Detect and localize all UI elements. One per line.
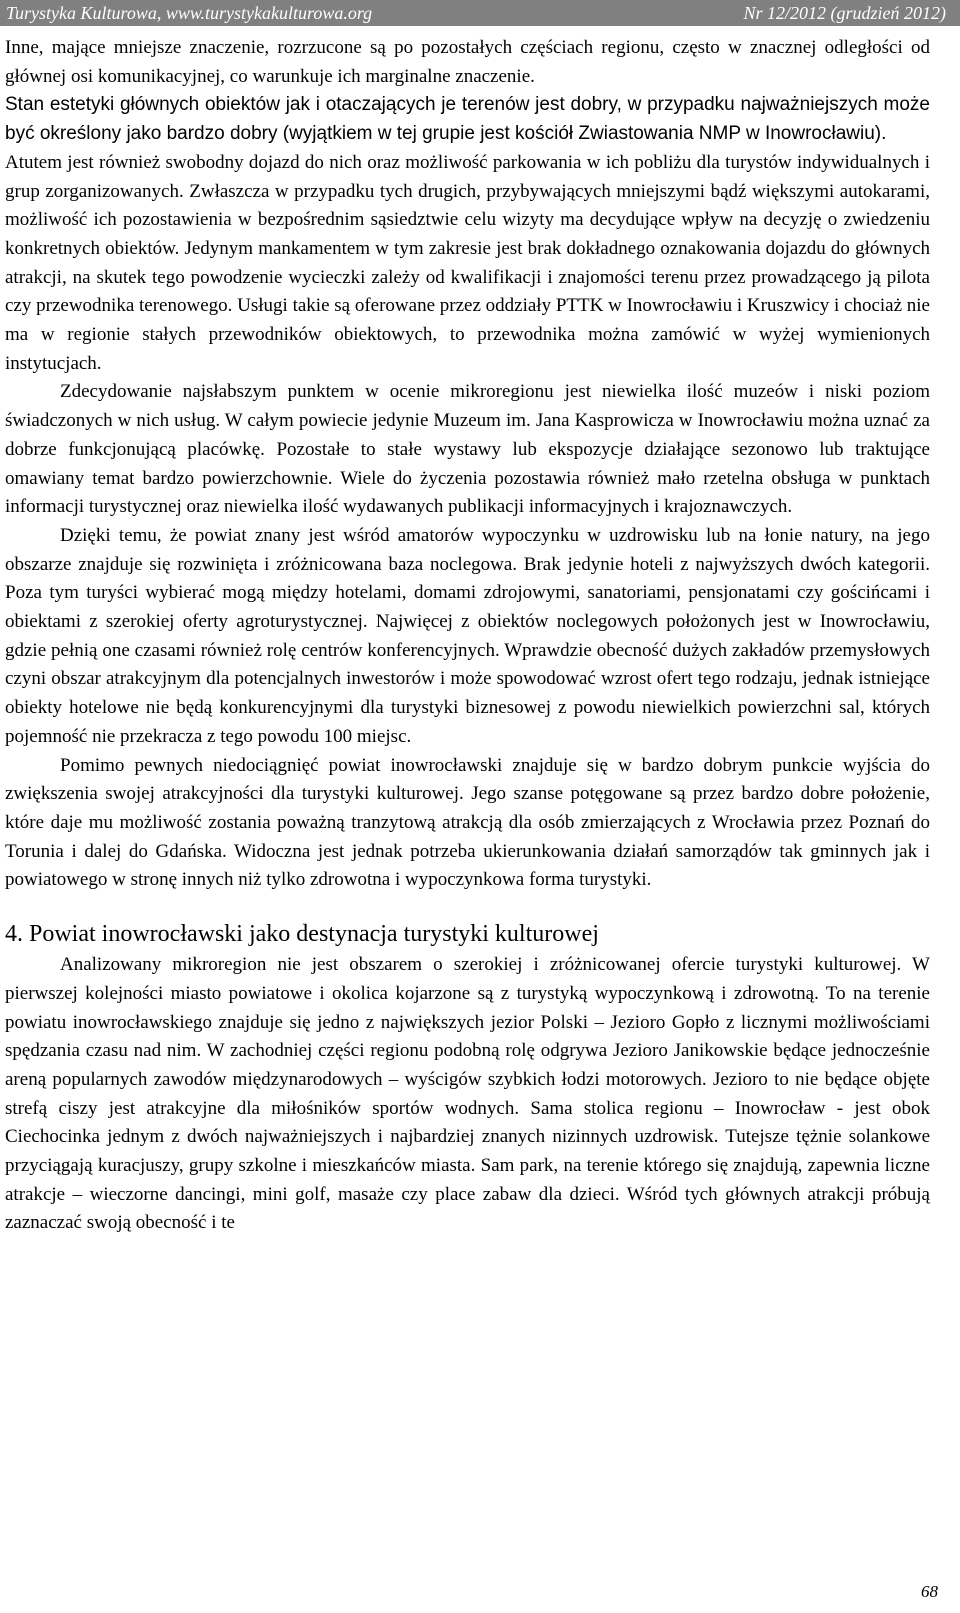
paragraph-2: Stan estetyki głównych obiektów jak i otaczających je terenów jest dobry, w przypadku najważniejszych może być określony jako bardzo dobry (wyjątkiem w tej grupie jest kościół Zwiastowania NMP w Inowrocławiu).	[5, 94, 930, 145]
page-number: 68	[921, 1582, 938, 1601]
running-header	[0, 0, 960, 26]
section-spacer	[5, 895, 930, 917]
paragraph-3: Atutem jest również swobodny dojazd do nich oraz możliwość parkowania w ich pobliżu dla turystów indywidualnych i grup zorganizowanych. Zwłaszcza w przypadku tych drugich, przybywających mniejszymi bądź większymi autokarami, możliwość ich pozostawienia w bezpośrednim sąsiedztwie celu wizyty ma decydujące wpływ na decyzję o zwiedzeniu konkretnych obiektów. Jedynym mankamentem w tym zakresie jest brak dokładnego oznakowania dojazdu do głównych atrakcji, na skutek tego powodzenie wycieczki zależy od kwalifikacji i znajomości terenu przez prowadzącego ją pilota czy przewodnika terenowego. Usługi takie są oferowane przez oddziały PTTK w Inowrocławiu i Kruszwicy i chociaż nie ma w regionie stałych przewodników obiektowych, to przewodnika można zamówić w wyżej wymienionych instytucjach.	[5, 151, 930, 374]
paragraph-6: Pomimo pewnych niedociągnięć powiat inowrocławski znajduje się w bardzo dobrym punkcie wyjścia do zwiększenia swojej atrakcyjności dla turystyki kulturowej. Jego szanse potęgowane są przez bardzo dobre położenie, które daje mu możliwość zostania poważną tranzytową atrakcją dla osób zmierzających z Wrocławia przez Poznań do Torunia i dalej do Gdańska. Widoczna jest jednak potrzeba ukierunkowania działań samorządów tak gminnych jak i powiatowego w stronę innych niż tylko zdrowotna i wypoczynkowa forma turystyki.	[5, 754, 930, 891]
section-heading: 4. Powiat inowrocławski jako destynacja turystyki kulturowej	[5, 921, 599, 948]
issue-number: Nr 12/2012 (grudzień 2012)	[743, 3, 946, 23]
paragraph-4: Zdecydowanie najsłabszym punktem w ocenie mikroregionu jest niewielka ilość muzeów i niski poziom świadczonych w nich usług. W całym powiecie jedynie Muzeum im. Jana Kasprowicza w Inowrocławiu można uznać za dobrze funkcjonującą placówkę. Pozostałe to stałe wystawy lub ekspozycje działające sezonowo lub traktujące omawiany temat bardzo powierzchownie. Wiele do życzenia pozostawia również mało rzetelna obsługa w punktach informacji turystycznej oraz niewielka ilość wydawanych publikacji informacyjnych i krajoznawczych.	[5, 381, 930, 518]
paragraph-5: Dzięki temu, że powiat znany jest wśród amatorów wypoczynku w uzdrowisku lub na łonie natury, na jego obszarze znajduje się rozwinięta i zróżnicowana baza noclegowa. Brak jedynie hoteli z najwyższych dwóch kategorii. Poza tym turyści wybierać mogą między hotelami, domami zdrojowymi, sanatoriami, pensjonatami czy gościńcami i obiektami z szerokiej oferty agroturystycznej. Najwięcej z obiektów noclegowych położonych jest w Inowrocławiu, gdzie pełnią one czasami również rolę centrów konferencyjnych. Wprawdzie obecność dużych zakładów przemysłowych czyni obszar atrakcyjnym dla potencjalnych inwestorów i może spowodować wzrost ofert tego rodzaju, jednak istniejące obiekty hotelowe nie będą konkurencyjnymi dla turystyki biznesowej z powodu niewielkich powierzchni sal, których pojemność nie przekracza z tego powodu 100 miejsc.	[5, 524, 930, 747]
paragraph-1: Inne, mające mniejsze znaczenie, rozrzucone są po pozostałych częściach regionu, często w znacznej odległości od głównej osi komunikacyjnej, co warunkuje ich marginalne znaczenie.	[5, 37, 930, 87]
page-body	[5, 34, 930, 1238]
paragraph-7: Analizowany mikroregion nie jest obszarem o szerokiej i zróżnicowanej ofercie turystyki kulturowej. W pierwszej kolejności miasto powiatowe i okolica kojarzone są z turystyką wypoczynkową i zdrowotną. To na terenie powiatu inowrocławskiego znajduje się jedno z największych jezior Polski – Jezioro Gopło z licznymi możliwościami spędzania czasu nad nim. W zachodniej części regionu podobną rolę odgrywa Jezioro Janikowskie będące jednocześnie areną popularnych zawodów międzynarodowych – wyścigów szybkich łodzi motorowych. Jezioro to nie będące objęte strefą ciszy jest atrakcyjne dla miłośników sportów wodnych. Sama stolica regionu – Inowrocław - jest obok Ciechocinka jednym z dwóch najważniejszych i najbardziej znanych nizinnych uzdrowisk. Tutejsze tężnie solankowe przyciągają kuracjuszy, grupy szkolne i mieszkańców miasta. Sam park, na terenie którego się znajdują, zapewnia liczne atrakcje – wieczorne dancingi, mini golf, masaże czy place zabaw dla dzieci. Wśród tych głównych atrakcji próbują zaznaczać swoją obecność i te	[5, 954, 930, 1234]
journal-title: Turystyka Kulturowa, www.turystykakulturowa.org	[6, 3, 373, 23]
